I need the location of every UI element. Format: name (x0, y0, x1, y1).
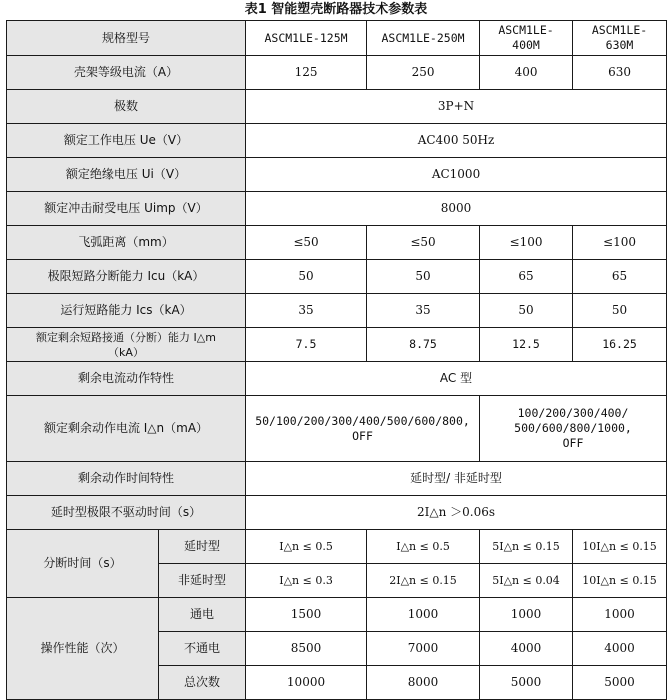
value-cell: 2I△n ＞0.06s (246, 496, 667, 530)
value-cell: 5000 (480, 666, 573, 700)
sub-row-label: 总次数 (159, 666, 246, 700)
value-cell: 125 (246, 56, 367, 90)
value-cell: 65 (480, 260, 573, 294)
table-title: 表1 智能塑壳断路器技术参数表 (244, 2, 428, 17)
model-header-label: 规格型号 (7, 21, 246, 56)
row-label: 额定剩余短路接通（分断）能力 I△m （kA） (7, 328, 246, 362)
value-cell: AC400 50Hz (246, 124, 667, 158)
value-cell: 50 (246, 260, 367, 294)
table-row (7, 21, 667, 56)
table-row (7, 226, 667, 260)
model-cell: ASCM1LE-250M (367, 21, 480, 56)
table-row (7, 496, 667, 530)
value-cell: AC1000 (246, 158, 667, 192)
value-cell: 10I△n ≤ 0.15 (573, 530, 667, 564)
table-row (7, 56, 667, 90)
value-cell: 1500 (246, 598, 367, 632)
value-cell: 35 (246, 294, 367, 328)
value-cell: 65 (573, 260, 667, 294)
table-row (7, 192, 667, 226)
sub-row-label: 不通电 (159, 632, 246, 666)
value-cell: 50 (480, 294, 573, 328)
table-row (7, 328, 667, 362)
value-cell: 1000 (367, 598, 480, 632)
row-label: 剩余动作时间特性 (7, 462, 246, 496)
value-cell: 7000 (367, 632, 480, 666)
table-row (7, 396, 667, 462)
row-label: 额定绝缘电压 Ui（V） (7, 158, 246, 192)
row-label: 极数 (7, 90, 246, 124)
row-label: 壳架等级电流（A） (7, 56, 246, 90)
table-row (7, 294, 667, 328)
value-cell: 8000 (246, 192, 667, 226)
value-cell: 50/100/200/300/400/500/600/800, OFF (246, 396, 480, 462)
value-cell: 16.25 (573, 328, 667, 362)
value-cell: 1000 (573, 598, 667, 632)
model-cell: ASCM1LE-125M (246, 21, 367, 56)
value-cell: 10000 (246, 666, 367, 700)
sub-row-label: 通电 (159, 598, 246, 632)
value-cell: 8000 (367, 666, 480, 700)
row-label: 飞弧距离（mm） (7, 226, 246, 260)
value-cell: 5I△n ≤ 0.04 (480, 564, 573, 598)
value-cell: I△n ≤ 0.3 (246, 564, 367, 598)
value-cell: I△n ≤ 0.5 (246, 530, 367, 564)
value-cell: 100/200/300/400/ 500/600/800/1000, OFF (480, 396, 667, 462)
value-cell: ≤50 (246, 226, 367, 260)
value-cell: 3P+N (246, 90, 667, 124)
table-row (7, 598, 667, 632)
sub-row-label: 延时型 (159, 530, 246, 564)
value-cell: ≤50 (367, 226, 480, 260)
value-cell: 12.5 (480, 328, 573, 362)
spec-table (6, 20, 667, 700)
row-label: 延时型极限不驱动时间（s） (7, 496, 246, 530)
row-label: 运行短路能力 Ics（kA） (7, 294, 246, 328)
table-row (7, 462, 667, 496)
table-row (7, 90, 667, 124)
row-label: 额定工作电压 Ue（V） (7, 124, 246, 158)
value-cell: 10I△n ≤ 0.15 (573, 564, 667, 598)
value-cell: 延时型/ 非延时型 (246, 462, 667, 496)
table-row (7, 530, 667, 564)
value-cell: 50 (367, 260, 480, 294)
value-cell: 5I△n ≤ 0.15 (480, 530, 573, 564)
value-cell: 400 (480, 56, 573, 90)
value-cell: 630 (573, 56, 667, 90)
table-row (7, 362, 667, 396)
value-cell: ≤100 (573, 226, 667, 260)
value-cell: 4000 (480, 632, 573, 666)
value-cell: 250 (367, 56, 480, 90)
row-label: 极限短路分断能力 Icu（kA） (7, 260, 246, 294)
sub-row-label: 非延时型 (159, 564, 246, 598)
value-cell: ≤100 (480, 226, 573, 260)
value-cell: I△n ≤ 0.5 (367, 530, 480, 564)
value-cell: 8500 (246, 632, 367, 666)
value-cell: 7.5 (246, 328, 367, 362)
row-label: 分断时间（s） (7, 530, 159, 598)
value-cell: 8.75 (367, 328, 480, 362)
value-cell: AC 型 (246, 362, 667, 396)
model-cell: ASCM1LE- 630M (573, 21, 667, 56)
row-label: 操作性能（次） (7, 598, 159, 700)
value-cell: 5000 (573, 666, 667, 700)
value-cell: 1000 (480, 598, 573, 632)
table-row (7, 260, 667, 294)
value-cell: 50 (573, 294, 667, 328)
row-label: 额定冲击耐受电压 Uimp（V） (7, 192, 246, 226)
table-row (7, 158, 667, 192)
row-label: 额定剩余动作电流 I△n（mA） (7, 396, 246, 462)
table-row (7, 124, 667, 158)
model-cell: ASCM1LE- 400M (480, 21, 573, 56)
value-cell: 35 (367, 294, 480, 328)
row-label: 剩余电流动作特性 (7, 362, 246, 396)
value-cell: 4000 (573, 632, 667, 666)
value-cell: 2I△n ≤ 0.15 (367, 564, 480, 598)
